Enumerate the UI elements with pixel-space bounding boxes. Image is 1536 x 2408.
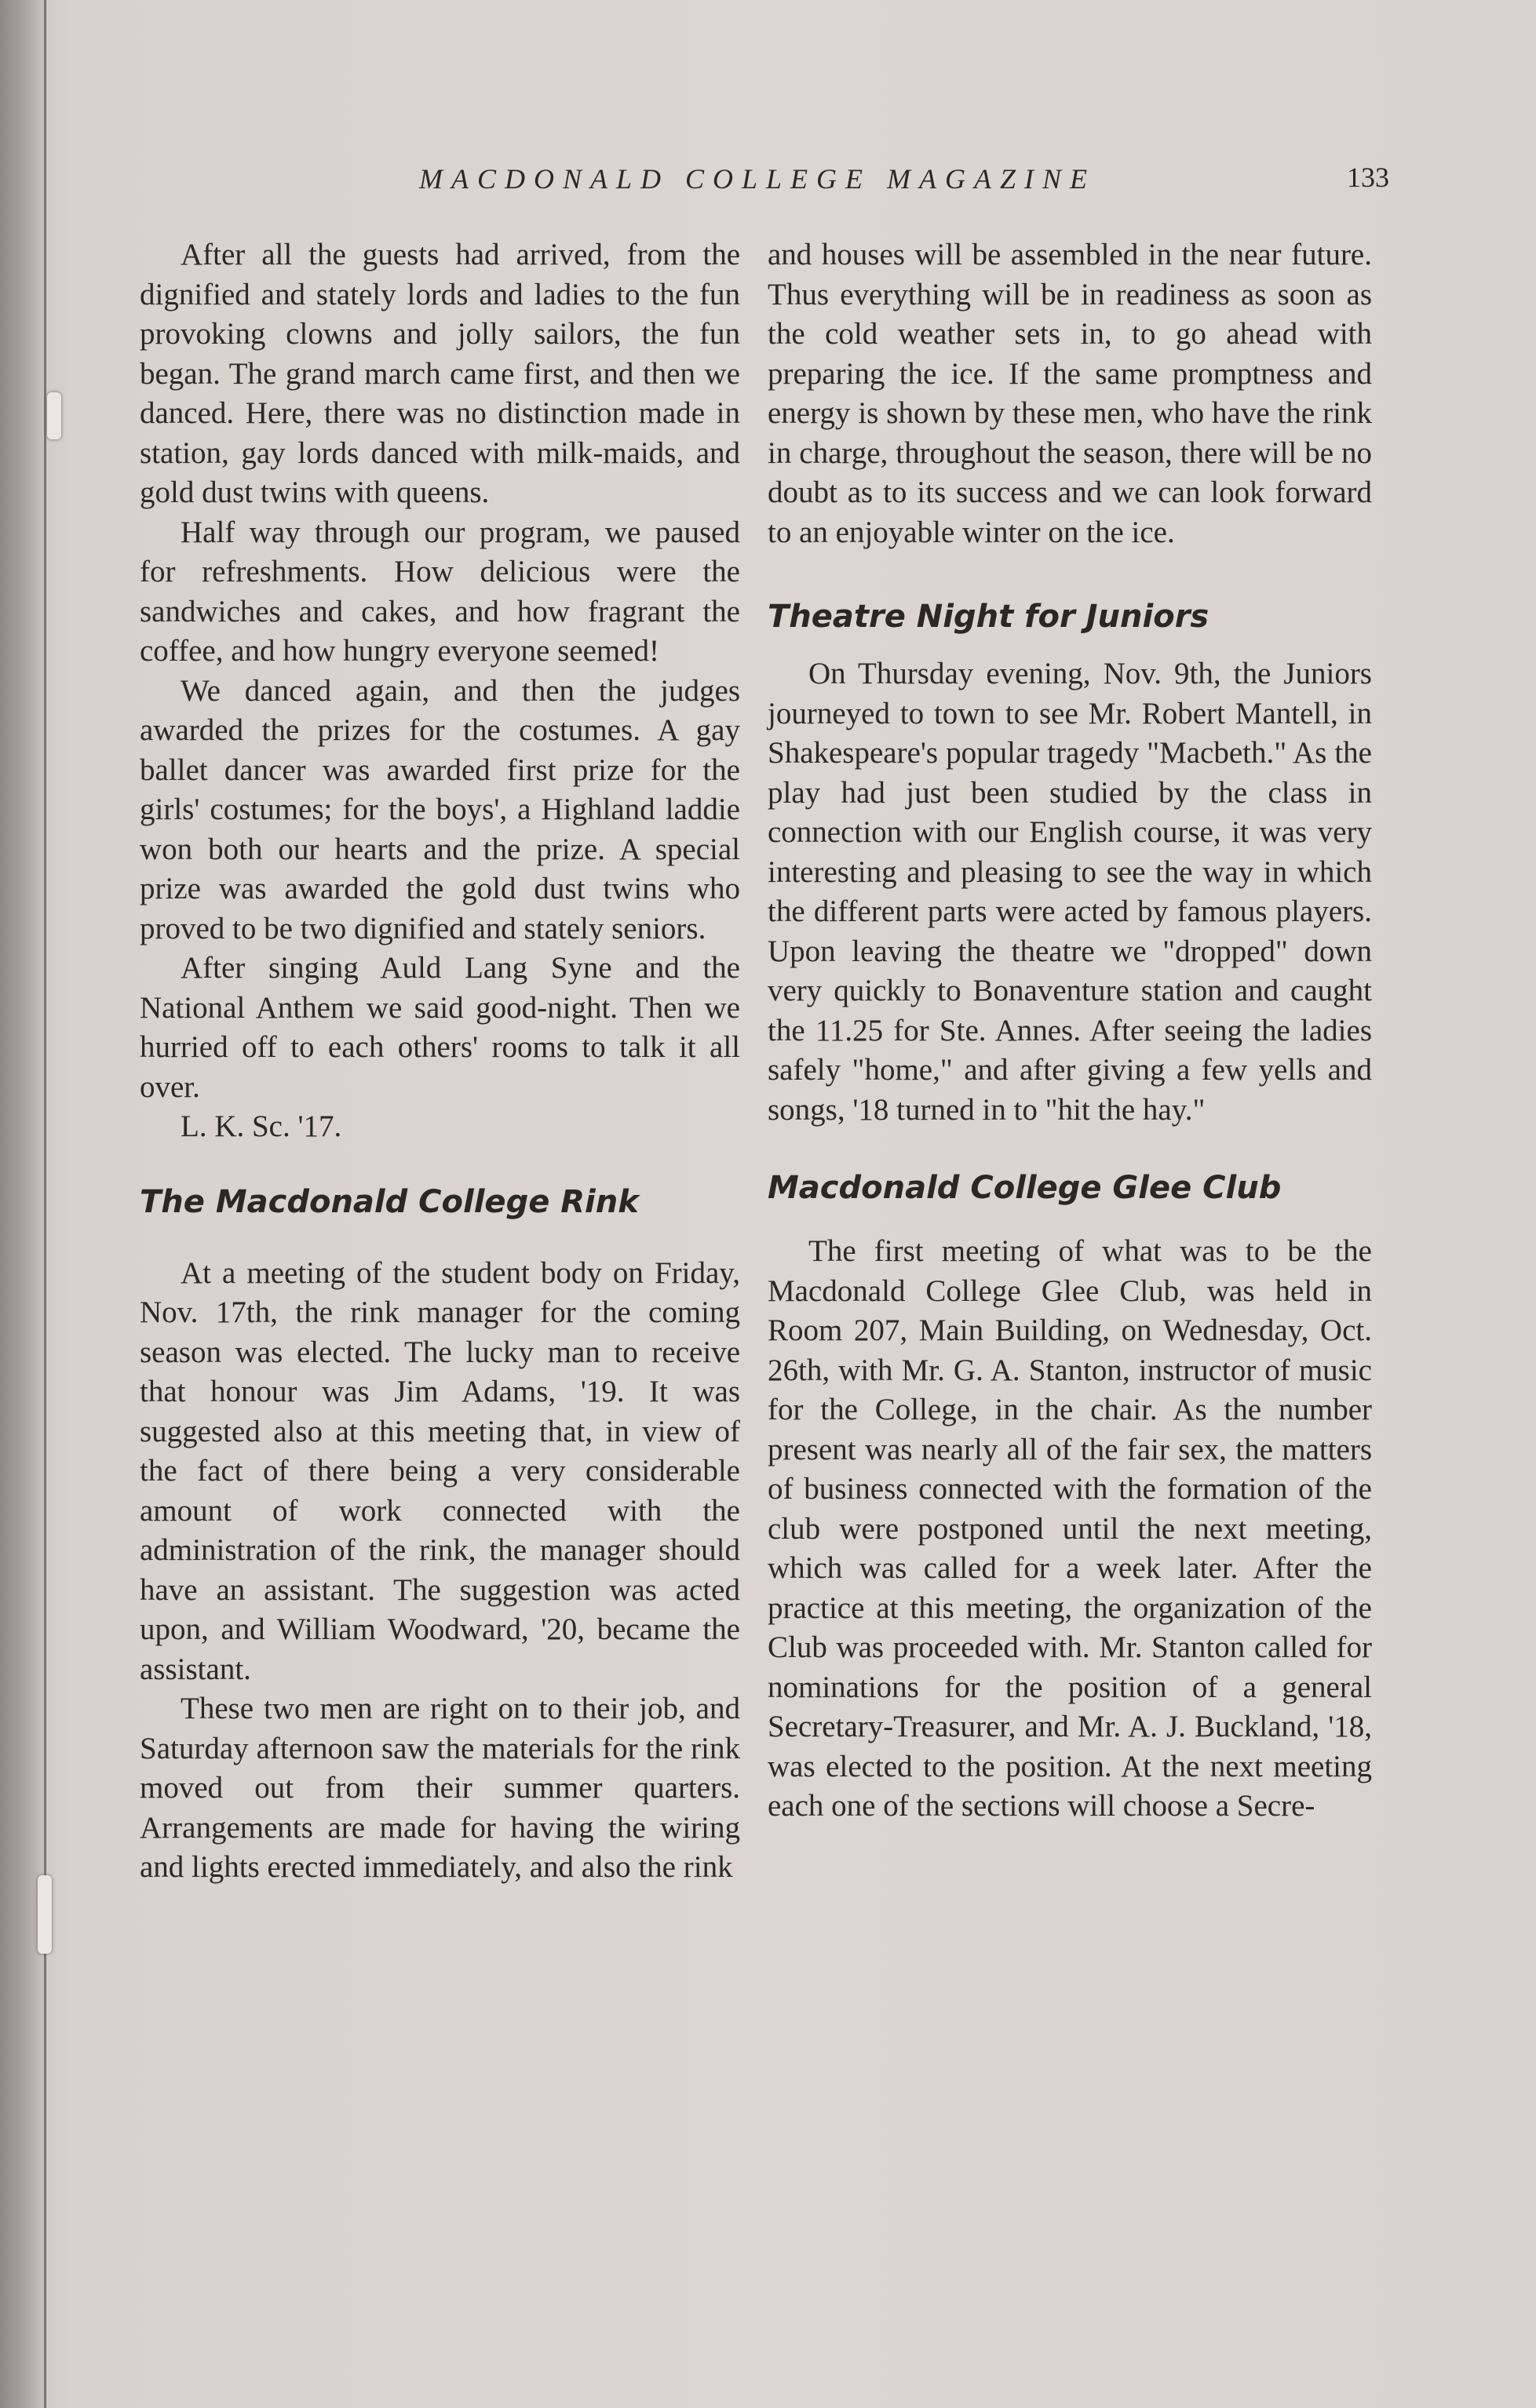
magazine-title: MACDONALD COLLEGE MAGAZINE bbox=[418, 163, 1096, 195]
right-column bbox=[768, 235, 1372, 1827]
paragraph: and houses will be assembled in the near future. Thus everything will be in readiness as soon as the cold weather sets in, to go ahead with preparing the ice. If the same promptness and energy is shown by these men, who have the rink in charge, throughout the season, there will be no doubt as to its success and we can look forward to an enjoyable winter on the ice. bbox=[768, 238, 1372, 549]
article-signature: L. K. Sc. '17. bbox=[181, 1109, 342, 1143]
section-heading-rink: The Macdonald College Rink bbox=[140, 1183, 639, 1220]
section-heading-theatre: Theatre Night for Juniors bbox=[768, 599, 1209, 635]
paragraph: Half way through our program, we paused for refreshments. How delicious were the sandwiches and cakes, and how fragrant the coffee, and how hungry everyone seemed! bbox=[140, 515, 740, 668]
paragraph: On Thursday evening, Nov. 9th, the Juniors journeyed to town to see Mr. Robert Mantell, in Shakespeare's popular tragedy "Macbeth." As the play had just been studied by the class in connection with our English course, it was very interesting and pleasing to see the way in which the different parts were acted by famous players. Upon leaving the theatre we "dropped" down very quickly to Bonaventure station and caught the 11.25 for Ste. Annes. After seeing the ladies safely "home," and after giving a few yells and songs, '18 turned in to "hit the hay." bbox=[768, 657, 1372, 1127]
page-tear bbox=[38, 1875, 52, 1954]
binding-line bbox=[44, 0, 46, 2408]
paragraph: These two men are right on to their job, and Saturday afternoon saw the materials for the rink moved out from their summer quarters. Arrangements are made for having the wiring and lights erected immediately, and also the rink bbox=[140, 1692, 740, 1884]
paragraph: At a meeting of the student body on Friday, Nov. 17th, the rink manager for the coming season was elected. The lucky man to receive that honour was Jim Adams, '19. It was suggested also at this meeting that, in view of the fact of there being a very considerable amount of work connected with the administration of the rink, the manager should have an assistant. The suggestion was acted upon, and William Woodward, '20, became the assistant. bbox=[140, 1255, 740, 1686]
paragraph: The first meeting of what was to be the Macdonald College Glee Club, was held in Room 207, Main Building, on Wednesday, Oct. 26th, with Mr. G. A. Stanton, instructor of music for the College, in the chair. As the number present was nearly all of the fair sex, the matters of business connected with the formation of the club were postponed until the next meeting, which was called for a week later. After the practice at this meeting, the organization of the Club was proceeded with. Mr. Stanton called for nominations for the position of a general Secretary-Treasurer, and Mr. A. J. Buckland, '18, was elected to the position. At the next meeting each one of the sections will choose a Secre- bbox=[768, 1234, 1372, 1823]
section-heading-glee-club: Macdonald College Glee Club bbox=[768, 1170, 1282, 1206]
paragraph: After all the guests had arrived, from the dignified and stately lords and ladies to the fun provoking clowns and jolly sailors, the fun began. The grand march came first, and then we danced. Here, there was no distinction made in station, gay lords danced with milk-maids, and gold dust twins with queens. bbox=[140, 238, 740, 509]
page-tear bbox=[47, 392, 61, 439]
page-binding-edge bbox=[0, 0, 49, 2408]
paragraph: After singing Auld Lang Syne and the National Anthem we said good-night. Then we hurried off to each others' rooms to talk it all over. bbox=[140, 951, 740, 1104]
page-number: 133 bbox=[1347, 162, 1389, 193]
paragraph: We danced again, and then the judges awarded the prizes for the costumes. A gay ballet dancer was awarded first prize for the girls' costumes; for the boys', a Highland laddie won both our hearts and the prize. A special prize was awarded the gold dust twins who proved to be two dignified and stately seniors. bbox=[140, 673, 740, 945]
left-column bbox=[140, 235, 740, 1888]
